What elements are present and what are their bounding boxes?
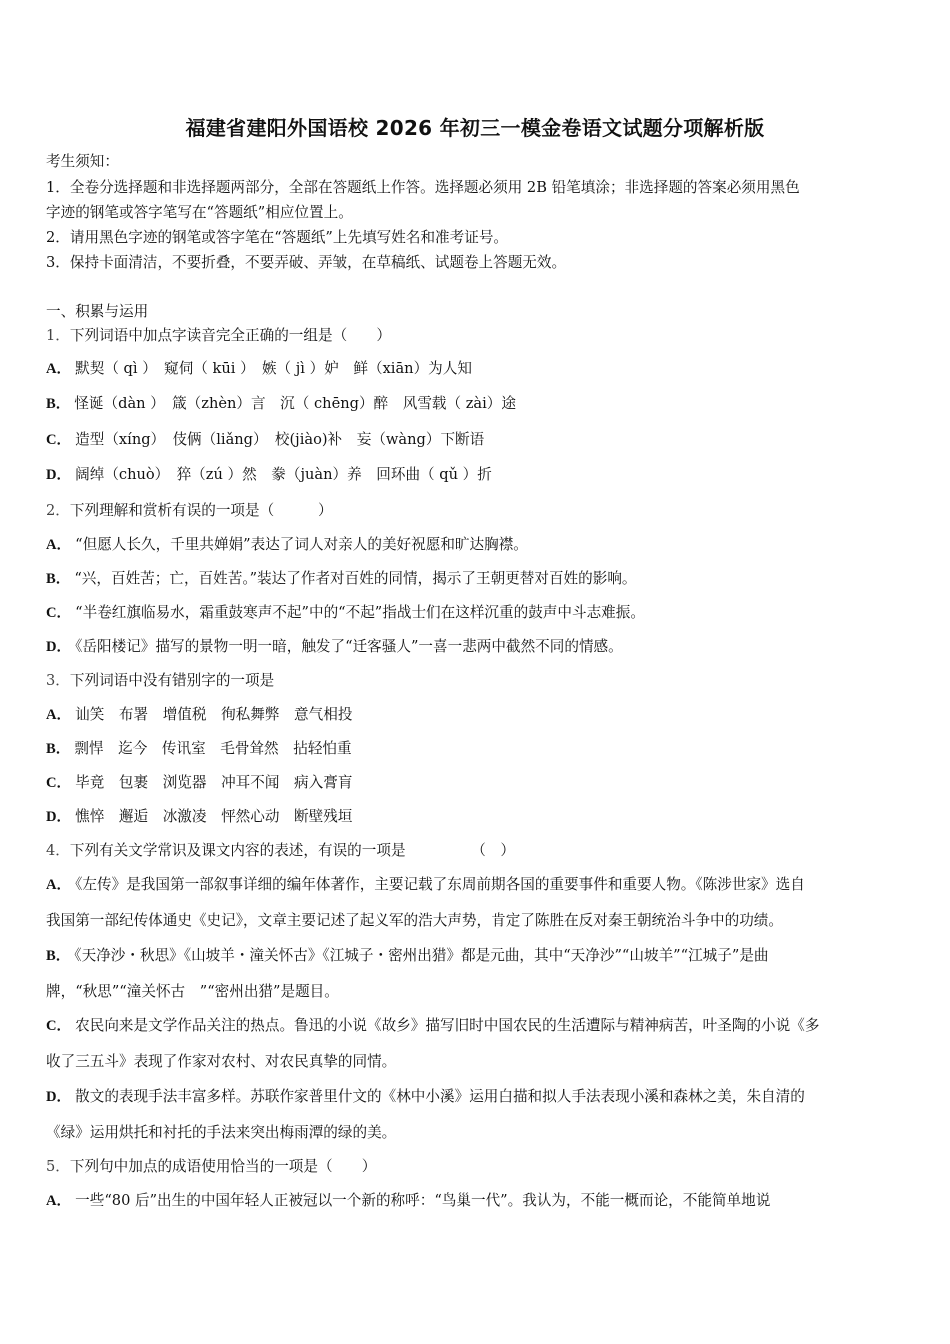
question-stem: 下列词语中加点字读音完全正确的一组是（ ） <box>69 327 391 344</box>
option-text: “兴，百姓苦；亡，百姓苦。”装达了作者对百姓的同情，揭示了王朝更替对百姓的影响。 <box>74 570 637 587</box>
question-2 <box>46 501 333 521</box>
q1-option-a[interactable] <box>46 359 472 379</box>
option-text: “但愿人长久，千里共婵娟”表达了词人对亲人的美好祝愿和旷达胸襟。 <box>75 536 528 553</box>
option-text: 一些“80 后”出生的中国年轻人正被冠以一个新的称呼：“鸟巢一代”。我认为，不能一概而论，不能简单地说 <box>75 1192 771 1209</box>
option-text: 讪笑 布署 增值税 徇私舞弊 意气相投 <box>75 706 353 723</box>
q1-option-b[interactable] <box>46 394 516 414</box>
question-5 <box>46 1157 376 1177</box>
option-label: A． <box>46 537 72 553</box>
q4-option-d-cont: 《绿》运用烘托和衬托的手法来突出梅雨潭的绿的美。 <box>46 1124 397 1141</box>
notice-heading: 考生须知： <box>46 153 119 170</box>
option-text: 默契（ qì ） 窥伺（ kūi ） 嫉（ jì ）妒 鲜（xiān）为人知 <box>75 360 472 377</box>
option-text: 剽悍 迄今 传讯室 毛骨耸然 拈轻怕重 <box>74 740 352 757</box>
option-text: 《左传》是我国第一部叙事详细的编年体著作，主要记载了东周前期各国的重要事件和重要人物。《陈涉世家》选自 <box>75 876 805 893</box>
notice-item-3: 3．保持卡面清洁，不要折叠，不要弄破、弄皱，在草稿纸、试题卷上答题无效。 <box>46 254 567 271</box>
option-label: C． <box>46 775 72 791</box>
option-text: “半卷红旗临易水，霜重鼓寒声不起”中的“不起”指战士们在这样沉重的鼓声中斗志难振。 <box>75 604 645 621</box>
option-label: D． <box>46 467 72 483</box>
q2-option-d[interactable] <box>46 637 623 657</box>
question-number: 3． <box>46 672 70 689</box>
q2-option-c[interactable] <box>46 603 645 623</box>
option-label: A． <box>46 361 72 377</box>
question-3 <box>46 671 274 691</box>
question-number: 2． <box>46 502 70 519</box>
option-label: C． <box>46 605 72 621</box>
notice-item-1: 1．全卷分选择题和非选择题两部分，全部在答题纸上作答。选择题必须用 2B 铅笔填涂；非选择题的答案必须用黑色 <box>46 179 800 196</box>
question-4 <box>46 841 515 861</box>
option-label: B． <box>46 571 71 587</box>
option-text: 《岳阳楼记》描写的景物一明一暗，触发了“迁客骚人”一喜一悲两中截然不同的情感。 <box>75 638 623 655</box>
option-text: 造型（xíng） 伎俩（liǎng） 校(jiào)补 妄（wàng）下断语 <box>75 431 485 448</box>
question-1 <box>46 326 391 346</box>
q2-option-b[interactable] <box>46 569 637 589</box>
question-stem: 下列句中加点的成语使用恰当的一项是（ ） <box>69 1158 377 1175</box>
option-text: 农民向来是文学作品关注的热点。鲁迅的小说《故乡》描写旧时中国农民的生活遭际与精神病苦，叶圣陶的小说《多 <box>75 1017 820 1034</box>
question-stem: 下列词语中没有错别字的一项是 <box>69 672 275 689</box>
q4-option-b-cont: 牌，“秋思”“潼关怀古 ”“密州出猎”是题目。 <box>46 983 339 1000</box>
option-text: 散文的表现手法丰富多样。苏联作家普里什文的《林中小溪》运用白描和拟人手法表现小溪和森林之美，朱自清的 <box>75 1088 805 1105</box>
q1-option-c[interactable] <box>46 430 484 450</box>
option-label: C． <box>46 432 72 448</box>
notice-item-1-cont: 字迹的钢笔或答字笔写在“答题纸”相应位置上。 <box>46 204 353 221</box>
question-stem: 下列理解和赏析有误的一项是（ ） <box>69 502 333 519</box>
question-number: 5． <box>46 1158 70 1175</box>
q1-option-d[interactable] <box>46 465 492 485</box>
question-stem: 下列有关文学常识及课文内容的表述，有误的一项是 （ ） <box>69 842 515 859</box>
section-heading: 一、积累与运用 <box>46 303 149 320</box>
q4-option-c[interactable] <box>46 1016 819 1036</box>
question-number: 1． <box>46 327 70 344</box>
option-label: A． <box>46 1193 72 1209</box>
option-label: A． <box>46 707 72 723</box>
option-text: 憔悴 邂逅 冰激凌 怦然心动 断壁残垣 <box>75 808 353 825</box>
option-text: 阔绰（chuò） 猝（zú ）然 豢（juàn）养 回环曲（ qǔ ）折 <box>75 466 492 483</box>
option-label: B． <box>46 741 71 757</box>
q4-option-a-cont: 我国第一部纪传体通史《史记》，文章主要记述了起义军的浩大声势，肯定了陈胜在反对秦王朝统治斗争中的功绩。 <box>46 912 783 929</box>
option-label: B． <box>46 948 71 964</box>
q3-option-c[interactable] <box>46 773 352 793</box>
q4-option-c-cont: 收了三五斗》表现了作家对农村、对农民真挚的同情。 <box>46 1053 397 1070</box>
option-text: 《天净沙・秋思》《山坡羊・潼关怀古》《江城子・密州出猎》都是元曲，其中“天净沙”“山坡羊”“江城子”是曲 <box>74 947 769 964</box>
option-label: B． <box>46 396 71 412</box>
option-text: 毕竟 包裹 浏览器 冲耳不闻 病入膏肓 <box>75 774 353 791</box>
q4-option-d[interactable] <box>46 1087 805 1107</box>
q3-option-d[interactable] <box>46 807 352 827</box>
q3-option-a[interactable] <box>46 705 352 725</box>
q4-option-b[interactable] <box>46 946 769 966</box>
option-text: 怪诞（dàn ） 箴（zhèn）言 沉（ chēng）醉 风雪载（ zài）途 <box>74 395 516 412</box>
q2-option-a[interactable] <box>46 535 528 555</box>
q5-option-a[interactable] <box>46 1191 770 1211</box>
question-number: 4． <box>46 842 70 859</box>
option-label: D． <box>46 809 72 825</box>
document-title: 福建省建阳外国语校 2026 年初三一模金卷语文试题分项解析版 <box>185 116 765 140</box>
q4-option-a[interactable] <box>46 875 805 895</box>
q3-option-b[interactable] <box>46 739 352 759</box>
option-label: C． <box>46 1018 72 1034</box>
notice-item-2: 2．请用黑色字迹的钢笔或答字笔在“答题纸”上先填写姓名和准考证号。 <box>46 229 509 246</box>
option-label: A． <box>46 877 72 893</box>
option-label: D． <box>46 1089 72 1105</box>
option-label: D． <box>46 639 72 655</box>
